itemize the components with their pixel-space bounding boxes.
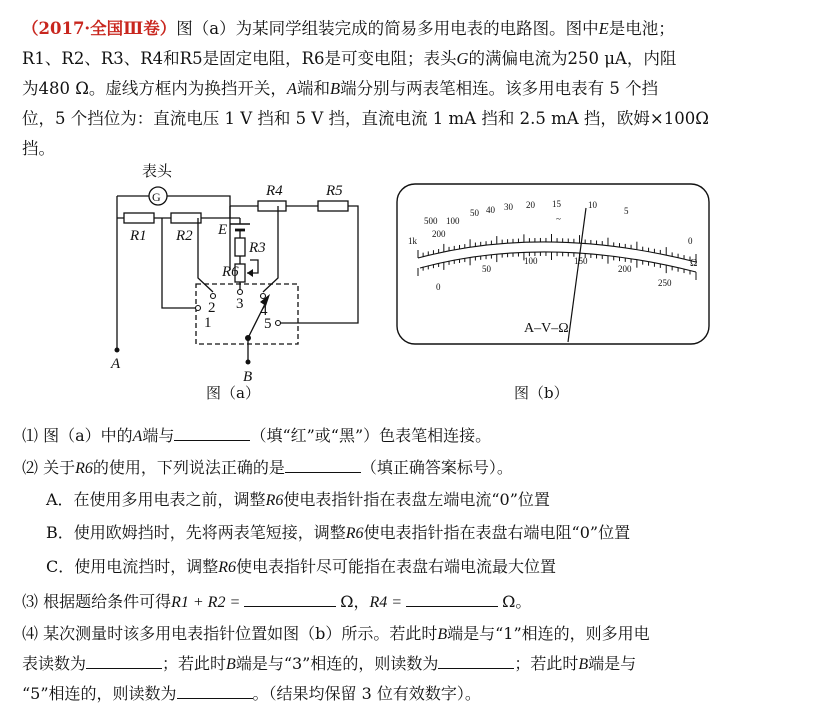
resistor-r1	[124, 213, 154, 223]
q1-text-c: （填“红”或“黑”）色表笔相连接。	[250, 426, 492, 445]
contact-2: 2	[208, 300, 216, 316]
source-tag: （2017·全国Ⅲ卷）	[22, 19, 177, 38]
q3-answer-blank-1[interactable]	[244, 590, 336, 607]
q4-text-b: 端是与“1”相连的，则多用电	[447, 624, 650, 643]
label-e: E	[218, 222, 228, 238]
ohm-tick-30: 30	[504, 202, 513, 212]
q4-text-c: 表读数为	[22, 654, 87, 673]
ohm-tick-100: 100	[446, 216, 460, 226]
contact-1: 1	[204, 315, 212, 331]
resistor-r3	[235, 238, 245, 256]
label-r2: R2	[176, 228, 193, 244]
q1-text-b: 端与	[142, 426, 175, 445]
lin-tick-200: 200	[618, 264, 632, 274]
q4-text-g: 端是与	[588, 654, 637, 673]
intro-line-2b: R6是可变电阻；表头	[301, 49, 457, 68]
q4-b-2: B	[226, 656, 236, 673]
terminal-a-text: A	[286, 79, 298, 98]
option-c-text: C．使用电流挡时，调整	[46, 557, 219, 576]
ohm-tick-40: 40	[486, 205, 495, 215]
q1-a: A	[132, 428, 143, 445]
label-r3: R3	[249, 240, 266, 256]
label-r4: R4	[266, 183, 283, 199]
q4-text-d: ；若此时	[162, 654, 227, 673]
q4-text-e: 端是与“3”相连的，则读数为	[235, 654, 439, 673]
q4-text-h: “5”相连的，则读数为	[22, 684, 177, 703]
intro-line-1b: 是电池；	[608, 19, 675, 38]
lin-tick-250: 250	[658, 278, 672, 288]
lin-tick-100: 100	[524, 256, 538, 266]
question-2	[22, 456, 513, 481]
lin-tick-150: 150	[574, 256, 588, 266]
intro-line-2c: 的满偏电流为250 μA，内阻	[468, 49, 677, 68]
meter-label: 表头	[142, 164, 173, 180]
label-r1: R1	[130, 228, 147, 244]
question-4-line-2	[22, 652, 636, 677]
option-a-r6: R6	[265, 492, 284, 509]
contact-5: 5	[264, 316, 272, 332]
intro-line-3c: 端分别与两表笔相连。该多用电表有 5 个挡	[340, 79, 659, 98]
option-c	[46, 555, 556, 580]
q4-b-3: B	[578, 656, 589, 673]
intro-line-3b: 端和	[297, 79, 331, 98]
option-a-text-2: 使电表指针指在表盘左端电流“0”位置	[283, 490, 550, 509]
option-c-text-2: 使电表指针尽可能指在表盘右端电流最大位置	[236, 557, 557, 576]
dial-label: A–V–Ω	[524, 321, 569, 336]
q4-text-f: ；若此时	[514, 654, 579, 673]
ohm-tick-20: 20	[526, 200, 535, 210]
intro-paragraph	[22, 14, 797, 164]
circuit-diagram	[100, 160, 380, 400]
resistor-r5	[318, 201, 348, 211]
option-b-r6: R6	[345, 525, 364, 542]
contact-3: 3	[236, 296, 244, 312]
question-4-line-1	[22, 622, 650, 647]
q4-text-a: ⑷ 某次测量时该多用电表指针位置如图（b）所示。若此时	[22, 624, 438, 643]
question-4-line-3	[22, 682, 481, 706]
terminal-b-text: B	[330, 79, 341, 98]
ohm-tick-15: 15	[552, 199, 561, 209]
resistor-r2	[171, 213, 201, 223]
battery-symbol-text: E	[598, 19, 609, 38]
q4-answer-blank-3[interactable]	[177, 682, 253, 699]
option-b-text: B．使用欧姆挡时，先将两表笔短接，调整	[46, 523, 346, 542]
terminal-a-label: A	[111, 356, 121, 372]
intro-line-2a: R1、R2、R3、R4和R5是固定电阻，	[22, 49, 302, 68]
label-r5: R5	[326, 183, 343, 199]
omega-symbol: Ω	[690, 258, 698, 269]
figure-a-caption: 图（a）	[206, 384, 260, 402]
q3-expression: R1 + R2 =	[171, 594, 241, 611]
resistor-r4	[258, 201, 286, 211]
q3-r4: R4 =	[369, 594, 403, 611]
label-r6: R6	[222, 264, 239, 280]
ohm-tick-500: 500	[424, 216, 438, 226]
question-1	[22, 424, 491, 449]
q4-answer-blank-2[interactable]	[438, 652, 514, 669]
q2-r6: R6	[75, 460, 93, 477]
q1-text: ⑴ 图（a）中的	[22, 426, 133, 445]
meter-dial	[396, 182, 712, 347]
ohm-tick-0: 0	[688, 236, 693, 246]
option-b	[46, 521, 630, 546]
q4-text-i: 。（结果均保留 3 位有效数字）。	[252, 684, 481, 703]
intro-line-5: 挡。	[22, 139, 55, 158]
q3-unit-2: Ω。	[502, 592, 532, 611]
galvanometer-g: G	[152, 190, 161, 204]
terminal-b-label: B	[243, 369, 253, 385]
ohm-tick-50: 50	[470, 208, 479, 218]
ohm-tick-1k: 1k	[408, 236, 417, 246]
option-b-text-2: 使电表指针指在表盘右端电阻“0”位置	[363, 523, 631, 542]
ohm-tick-10: 10	[588, 200, 597, 210]
q2-text: ⑵ 关于	[22, 458, 76, 477]
q2-text-b: 的使用，下列说法正确的是	[92, 458, 285, 477]
intro-line-3a: 为480 Ω。虚线方框内为换挡开关，	[22, 79, 287, 98]
option-a	[46, 488, 550, 513]
ohm-tick-200: 200	[432, 229, 446, 239]
contact-4: 4	[260, 303, 268, 319]
q3-answer-blank-2[interactable]	[406, 590, 498, 607]
q4-b-1: B	[437, 626, 448, 643]
lin-tick-50: 50	[482, 264, 491, 274]
q1-answer-blank[interactable]	[174, 424, 250, 441]
option-c-r6: R6	[218, 559, 237, 576]
ac-tilde: ~	[556, 214, 561, 224]
q3-unit-1: Ω，	[340, 592, 370, 611]
question-3	[22, 590, 531, 615]
q2-text-c: （填正确答案标号）。	[360, 458, 513, 477]
q2-answer-blank[interactable]	[285, 456, 361, 473]
intro-line-1: 图（a）为某同学组装完成的简易多用电表的电路图。图中	[176, 19, 599, 38]
ohm-tick-5: 5	[624, 206, 629, 216]
lin-tick-0: 0	[436, 282, 441, 292]
meter-symbol-text: G	[456, 49, 469, 68]
option-a-text: A．在使用多用电表之前，调整	[46, 490, 266, 509]
q4-answer-blank-1[interactable]	[86, 652, 162, 669]
intro-line-4: 位，5 个挡位为：直流电压 1 V 挡和 5 V 挡，直流电流 1 mA 挡和 2.5 mA 挡，欧姆×100Ω	[22, 109, 709, 128]
figure-b-caption: 图（b）	[514, 384, 569, 402]
q3-text: ⑶ 根据题给条件可得	[22, 592, 172, 611]
